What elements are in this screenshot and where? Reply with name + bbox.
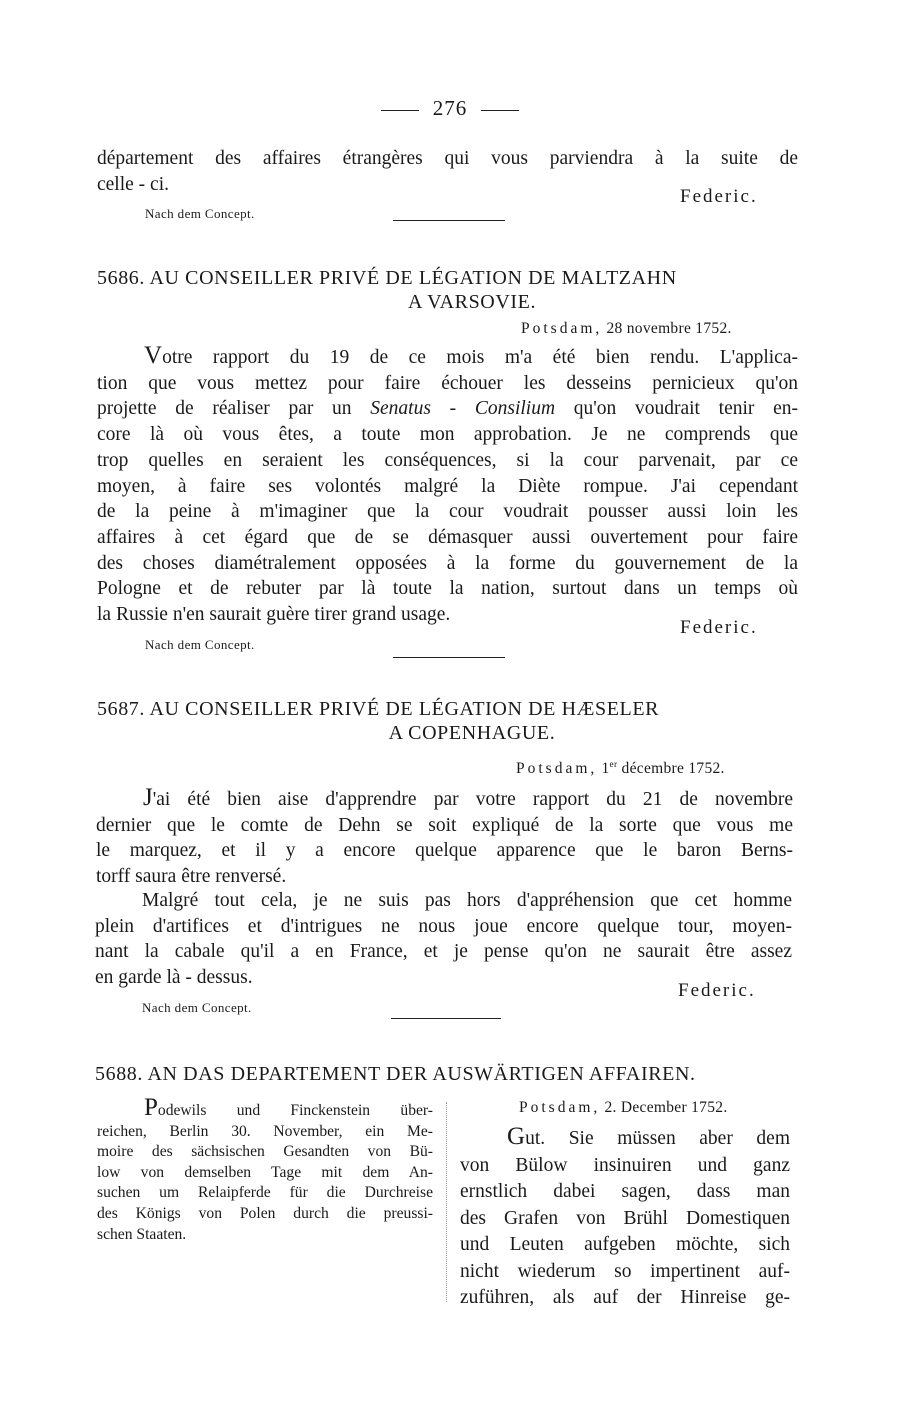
letter-5687-dropcap: J xyxy=(143,784,153,811)
letter-5687-date-place: Potsdam, xyxy=(516,760,598,777)
letter-5686-line-1: Votre rapport du 19 de ce mois m'a été bien rendu. L'applica- xyxy=(144,342,798,369)
section-rule-1 xyxy=(393,220,505,221)
letter-5688-reply-line-1: Gut. Sie müssen aber dem xyxy=(507,1123,790,1150)
letter-5687-p2-line-1: Malgré tout cela, je ne suis pas hors d'appréhension que cet homme xyxy=(142,890,792,911)
letter-5687-p1-line-2: dernier que le comte de Dehn se soit expliqué de la sorte que vous me xyxy=(96,814,793,836)
letter-5688-reply xyxy=(460,1124,790,1312)
letter-5687-date-day: 1 xyxy=(601,760,610,777)
letter-5686-line-3: projette de réaliser par un Senatus - Consilium qu'on voudrait tenir en- xyxy=(97,398,798,420)
letter-5686-line-4: core là où vous êtes, a toute mon approbation. Je ne comprends que xyxy=(97,424,798,446)
letter-5687-paragraph-1 xyxy=(96,785,793,890)
letter-5688-reply-line-2: von Bülow insinuiren und ganz xyxy=(460,1154,790,1176)
letter-5687-p2-line-4: en garde là - dessus. xyxy=(95,967,253,989)
intro-signature: Federic. xyxy=(680,186,758,207)
intro-line-1: département des affaires étrangères qui vous parviendra à la suite de xyxy=(97,148,798,169)
letter-5688-summary-line-6: des Königs von Polen durch die preussi- xyxy=(97,1204,433,1222)
letter-5687-date-rest: décembre 1752. xyxy=(621,760,725,777)
letter-5687-date-sup: er xyxy=(609,759,618,770)
letter-5686-body xyxy=(97,343,798,628)
letter-5686-line-9: des choses diamétralement opposées à la forme du gouvernement de la xyxy=(97,552,798,574)
page-number-dash-left xyxy=(381,110,419,111)
letter-5688-reply-dropcap: G xyxy=(507,1123,526,1150)
letter-5688-summary-line-3: moire des sächsischen Gesandten von Bü- xyxy=(97,1143,433,1161)
letter-5688-reply-line-6: nicht wiederum so impertinent auf- xyxy=(460,1260,790,1282)
page-number-text: 276 xyxy=(432,96,468,120)
page-number xyxy=(0,96,900,121)
letter-5688-summary-dropcap: P xyxy=(144,1094,158,1121)
letter-5688-number: 5688. xyxy=(95,1063,143,1085)
letter-5686-number: 5686. xyxy=(97,267,145,289)
intro-line-2: celle - ci. xyxy=(97,173,169,195)
letter-5687-heading-line-1: AU CONSEILLER PRIVÉ DE LÉGATION DE HÆSELER xyxy=(149,698,660,720)
letter-5687-heading-line-2: A COPENHAGUE. xyxy=(388,722,556,744)
letter-5687-signature: Federic. xyxy=(678,980,756,1001)
letter-5688-date-place: Potsdam, xyxy=(519,1099,601,1116)
letter-5686-line-10: Pologne et de rebuter par là toute la nation, surtout dans un temps où xyxy=(97,578,798,600)
letter-5686-line-2: tion que vous mettez pour faire échouer les desseins pernicieux qu'on xyxy=(97,372,798,394)
intro-source-note: Nach dem Concept. xyxy=(145,206,255,221)
letter-5688-reply-line-4: des Grafen von Brühl Domestiquen xyxy=(460,1207,790,1229)
letter-5686-dropcap: V xyxy=(144,342,163,369)
letter-5688-summary-line-2: reichen, Berlin 30. November, ein Me- xyxy=(97,1122,433,1140)
letter-5686-heading-line-2: A VARSOVIE. xyxy=(407,291,537,313)
letter-5688-heading xyxy=(95,1062,795,1086)
letter-5688-summary xyxy=(97,1094,433,1245)
letter-5688-summary-line-4: low von demselben Tage mit dem An- xyxy=(97,1163,433,1181)
letter-5687-p2-line-3: nant la cabale qu'il a en France, et je pense qu'on ne saurait être assez xyxy=(95,941,792,963)
letter-5687-p1-line-4: torff saura être renversé. xyxy=(96,866,287,888)
letter-5687-p2-line-2: plein d'artifices et d'intrigues ne nous joue encore quelque tour, moyen- xyxy=(95,915,792,937)
letter-5687-p1-line-3: le marquez, et il y a encore quelque apparence que le baron Berns- xyxy=(96,840,793,862)
letter-5686-source-note: Nach dem Concept. xyxy=(145,637,255,652)
letter-5688-reply-line-7: zuführen, als auf der Hinreise ge- xyxy=(460,1287,790,1308)
letter-5686-line-7: de la peine à m'imaginer que la cour voudrait pousser aussi loin les xyxy=(97,501,798,523)
letter-5688-summary-line-5: suchen um Relaipferde für die Durchreise xyxy=(97,1184,433,1202)
letter-5686-date-place: Potsdam, xyxy=(521,320,603,337)
letter-5688-heading-line-1: AN DAS DEPARTEMENT DER AUSWÄRTIGEN AFFAIREN. xyxy=(147,1063,696,1085)
letter-5688-reply-line-5: und Leuten aufgeben möchte, sich xyxy=(460,1234,790,1255)
letter-5686-heading xyxy=(97,266,799,314)
letter-5687-source-note: Nach dem Concept. xyxy=(142,1000,252,1015)
letter-5686-heading-line-1: AU CONSEILLER PRIVÉ DE LÉGATION DE MALTZAHN xyxy=(149,267,677,289)
section-rule-2 xyxy=(393,657,505,658)
letter-5687-dateline xyxy=(516,760,725,778)
letter-5688-date: 2. December 1752. xyxy=(604,1099,728,1116)
column-divider xyxy=(446,1102,447,1302)
page-number-dash-right xyxy=(481,110,519,111)
letter-5686-signature: Federic. xyxy=(680,617,758,638)
letter-5686-line-5: trop quelles en seraient les conséquences, si la cour parvenait, par ce xyxy=(97,449,798,471)
letter-5686-line-11: la Russie n'en saurait guère tirer grand usage. xyxy=(97,604,451,626)
letter-5687-number: 5687. xyxy=(97,698,145,720)
letter-5686-line-8: affaires à cet égard que de se démasquer aussi ouvertement pour faire xyxy=(97,526,798,548)
letter-5687-heading xyxy=(97,697,799,745)
senatus-consilium-term: Senatus - Consilium xyxy=(370,398,556,420)
letter-5686-line-6: moyen, à faire ses volontés malgré la Diète rompue. J'ai cependant xyxy=(97,475,798,497)
letter-5687-p1-line-1: J'ai été bien aise d'apprendre par votre rapport du 21 de novembre xyxy=(143,784,793,811)
letter-5687-paragraph-2 xyxy=(95,888,792,991)
letter-5688-summary-line-7: schen Staaten. xyxy=(97,1225,187,1243)
letter-5688-reply-line-3: ernstlich dabei sagen, dass man xyxy=(460,1181,790,1202)
section-rule-3 xyxy=(391,1018,501,1019)
letter-5688-summary-line-1: Podewils und Finckenstein über- xyxy=(144,1094,433,1121)
letter-5688-dateline xyxy=(519,1099,728,1117)
letter-5686-date: 28 novembre 1752. xyxy=(606,320,732,337)
letter-5686-dateline xyxy=(521,320,732,338)
